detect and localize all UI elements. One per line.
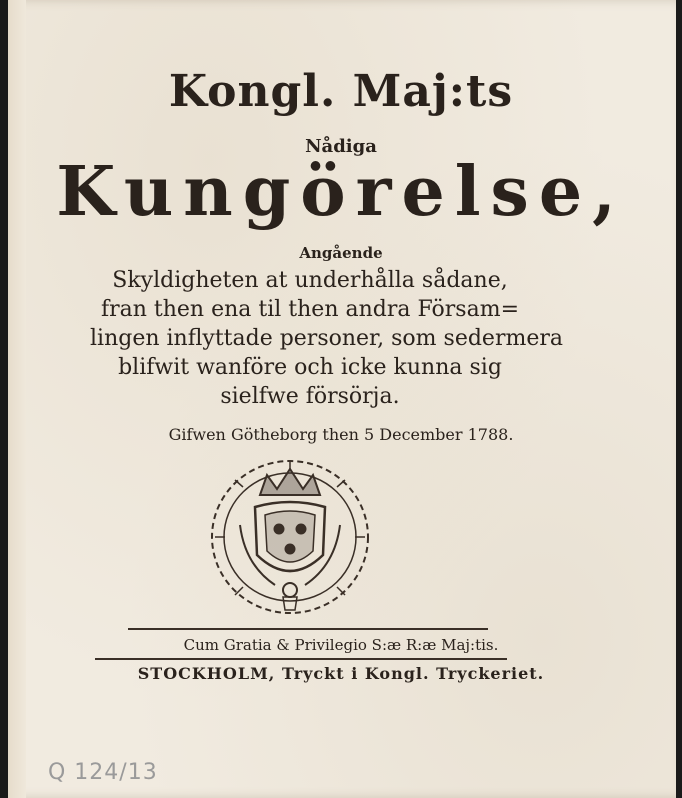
privilege-line: Cum Gratia & Privilegio S:æ R:æ Maj:tis. (183, 636, 499, 654)
body-line: lingen inflyttade personer, som sedermera (90, 326, 563, 351)
body-line: Skyldigheten at underhålla sådane, (112, 268, 508, 293)
pencil-shelfmark: Q 124/13 (48, 760, 158, 785)
imprint-place-line: STOCKHOLM, Tryckt i Kongl. Tryckeriet. (137, 664, 545, 683)
body-text (90, 266, 563, 411)
title-line-1: Kongl. Maj:ts (168, 66, 514, 117)
royal-seal-icon (205, 455, 375, 620)
main-title: Kungörelse, (56, 152, 626, 232)
body-line: sielfwe försörja. (220, 384, 400, 409)
rule-middle (95, 658, 507, 660)
body-line: blifwit wanföre och icke kunna sig (118, 355, 502, 380)
date-line: Gifwen Götheborg then 5 December 1788. (168, 425, 514, 444)
subtitle-angaende: Angående (299, 244, 383, 262)
rule-top (128, 628, 488, 630)
body-line: fran then ena til then andra Försam= (100, 297, 520, 322)
title-line-2: Nådiga (305, 136, 377, 157)
